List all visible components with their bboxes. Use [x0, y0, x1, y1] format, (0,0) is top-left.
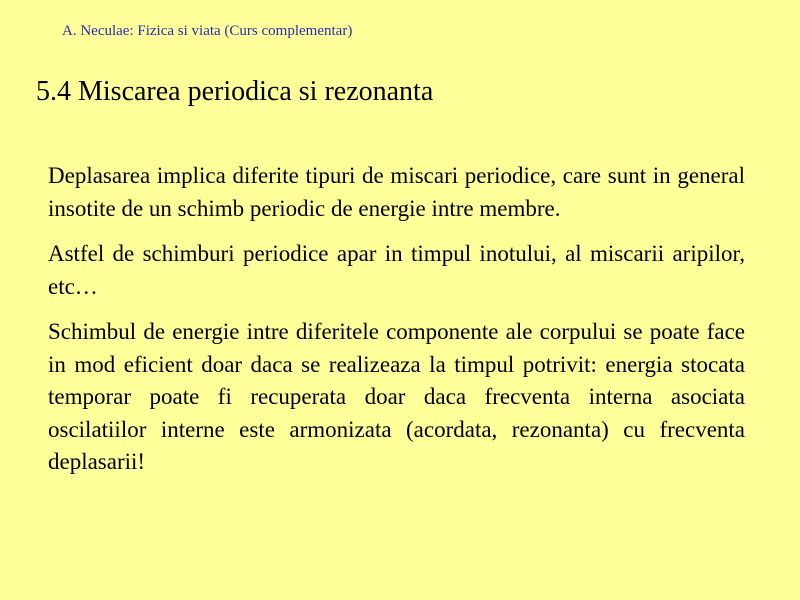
- paragraph-locomotion: Deplasarea implica diferite tipuri de miscari periodice, care sunt in general insotite de un schimb periodic de energie intre membre.: [48, 163, 745, 221]
- paragraph-resonance: Schimbul de energie intre diferitele componente ale corpului se poate face in mod eficient doar daca se realizeaza la timpul potrivit: energia stocata temporar poate fi recuperata doar daca frecventa interna asociata oscilatiilor interne este armonizata (acordata, rezonanta) cu frecventa deplasarii!: [48, 319, 745, 474]
- slide-body: [48, 160, 745, 492]
- section-title: 5.4 Miscarea periodica si rezonanta: [36, 76, 434, 107]
- paragraph-examples: Astfel de schimburi periodice apar in timpul inotului, al miscarii aripilor, etc…: [48, 241, 745, 299]
- course-header: A. Neculae: Fizica si viata (Curs complementar): [62, 23, 353, 39]
